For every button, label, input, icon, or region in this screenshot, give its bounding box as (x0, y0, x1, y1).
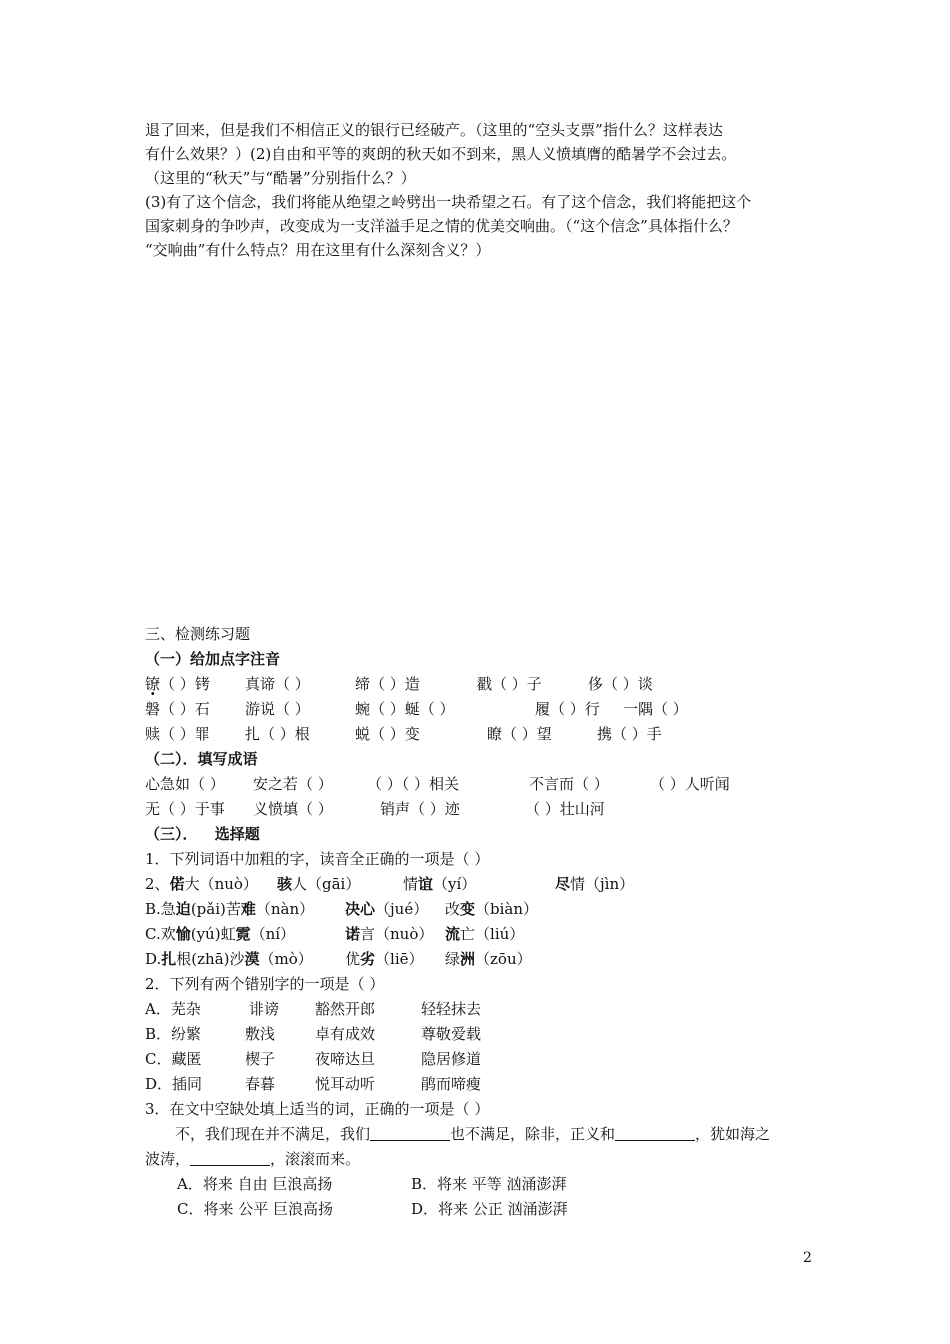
pinyin-item: 戳（ ）子 (477, 675, 542, 693)
option-word: B.急迫(pǎi)苦难（nàn） (145, 900, 315, 918)
option-text: D．将来 公正 汹涌澎湃 (411, 1200, 568, 1218)
dotted-char: 镣 (145, 675, 161, 693)
q2-option-c (145, 1047, 825, 1072)
option-word: 隐居修道 (421, 1050, 482, 1068)
q3-options-row-1 (145, 1172, 825, 1197)
idiom-item: 安之若（ ） (253, 775, 333, 793)
option-word: 春暮 (245, 1075, 276, 1093)
q1-option-c (145, 922, 825, 947)
option-text: C．将来 公平 巨浪高扬 (177, 1200, 334, 1218)
idiom-item: 心急如（ ） (145, 775, 225, 793)
option-word: 决心（jué） (345, 900, 429, 918)
part2-heading: （二）．填写成语 (145, 750, 258, 768)
pinyin-item: 真谛（ ） (245, 675, 310, 693)
paragraph-line: 国家刺身的争吵声，改变成为一支洋溢手足之情的优美交响曲。（“这个信念”具体指什么？ (145, 217, 738, 235)
part3-heading-text: 选择题 (214, 825, 260, 843)
option-word: 流亡（liú） (445, 925, 525, 943)
q1-stem: 1．下列词语中加粗的字，读音全正确的一项是（ ） (145, 850, 490, 868)
option-word: 2、偌大（nuò） (145, 875, 258, 893)
idiom-item: 义愤填（ ） (253, 800, 333, 818)
q1-option-a (145, 872, 825, 897)
idiom-row-2 (145, 797, 825, 822)
idiom-item: （ ）壮山河 (525, 800, 605, 818)
option-word: 豁然开郎 (315, 1000, 376, 1018)
idiom-item: （ ）人听闻 (650, 775, 730, 793)
option-word: D.扎根(zhā)沙漠（mò） (145, 950, 313, 968)
option-word: 卓有成效 (315, 1025, 376, 1043)
pinyin-row-1 (145, 672, 825, 697)
idiom-item: 销声（ ）迹 (380, 800, 460, 818)
option-word: 楔子 (245, 1050, 276, 1068)
option-text: A．将来 自由 巨浪高扬 (177, 1175, 333, 1193)
paragraph-line: 退了回来，但是我们不相信正义的银行已经破产。（这里的“空头支票”指什么？这样表达 (145, 121, 723, 139)
part3-heading-number: （三）． (145, 825, 198, 843)
option-word: 轻轻抹去 (421, 1000, 482, 1018)
pinyin-item: 一隅（ ） (623, 700, 688, 718)
pinyin-row-3 (145, 722, 825, 747)
option-word: B．纷繁 (145, 1025, 202, 1043)
pinyin-item: 蜿（ ）蜒（ ） (355, 700, 455, 718)
option-word: 骇人（gāi） (277, 875, 361, 893)
pinyin-item: 蜕（ ）变 (355, 725, 420, 743)
option-word: 敷浅 (245, 1025, 276, 1043)
q2-option-a (145, 997, 825, 1022)
option-word: 绿洲（zōu） (445, 950, 532, 968)
q2-option-b (145, 1022, 825, 1047)
idiom-item: 不言而（ ） (529, 775, 609, 793)
q2-option-d (145, 1072, 825, 1097)
part1-heading: （一）给加点字注音 (145, 650, 281, 668)
q3-options-row-2 (145, 1197, 825, 1222)
option-word: D．插同 (145, 1075, 203, 1093)
pinyin-item: 扎（ ）根 (245, 725, 310, 743)
paragraph-line: “交响曲”有什么特点？用在这里有什么深刻含义？） (145, 241, 491, 259)
option-word: 尽情（jìn） (555, 875, 635, 893)
option-text: B．将来 平等 汹涌澎湃 (411, 1175, 567, 1193)
exercise-section (145, 622, 825, 1222)
option-word: 尊敬爱载 (421, 1025, 482, 1043)
pinyin-item: 携（ ）手 (597, 725, 662, 743)
pinyin-item: 赎（ ）罪 (145, 725, 210, 743)
pinyin-row-2 (145, 697, 825, 722)
paragraph-line: 有什么效果？）(2)自由和平等的爽朗的秋天如不到来，黑人义愤填膺的酷暑学不会过去。 (145, 145, 737, 163)
fill-blank (615, 1125, 695, 1141)
option-word: 改变（biàn） (445, 900, 539, 918)
q1-option-b (145, 897, 825, 922)
section-title: 三、检测练习题 (145, 625, 251, 643)
option-word: C.欢愉(yú)虹霓（ní） (145, 925, 296, 943)
option-word: 鹃而啼瘦 (421, 1075, 482, 1093)
option-word: 诺言（nuò） (345, 925, 434, 943)
idiom-row-1 (145, 772, 825, 797)
paragraph-line: (3)有了这个信念，我们将能从绝望之岭劈出一块希望之石。有了这个信念，我们将能把这个 (145, 193, 752, 211)
q1-option-d (145, 947, 825, 972)
option-word: A．芜杂 (145, 1000, 201, 1018)
idiom-item: 无（ ）于事 (145, 800, 225, 818)
idiom-item: （ ）（ ）相关 (367, 775, 460, 793)
option-word: C．藏匿 (145, 1050, 202, 1068)
q3-stem: 3．在文中空缺处填上适当的词，正确的一项是（ ） (145, 1100, 490, 1118)
pinyin-item: 侈（ ）谈 (588, 675, 653, 693)
pinyin-item: 磐（ ）石 (145, 700, 210, 718)
pinyin-item: 缔（ ）造 (355, 675, 420, 693)
paragraph-line: （这里的“秋天”与“酷暑”分别指什么？） (145, 169, 416, 187)
page-number: 2 (803, 1250, 812, 1266)
option-word: 诽谤 (249, 1000, 280, 1018)
fill-blank (370, 1125, 450, 1141)
pinyin-item: 瞭（ ）望 (487, 725, 552, 743)
option-word: 优劣（liē） (345, 950, 424, 968)
pinyin-item: 镣（ ）铐 (145, 672, 210, 697)
q2-stem: 2．下列有两个错别字的一项是（ ） (145, 975, 385, 993)
pinyin-item: 游说（ ） (245, 700, 310, 718)
part3-heading (145, 822, 825, 847)
q3-passage-line-2: 波涛， ，滚滚而来。 (145, 1150, 361, 1168)
option-word: 悦耳动听 (315, 1075, 376, 1093)
pinyin-item: 履（ ）行 (535, 700, 600, 718)
fill-blank (190, 1150, 270, 1166)
question-paragraph (145, 118, 815, 262)
option-word: 夜啼达旦 (315, 1050, 376, 1068)
option-word: 情谊（yí） (403, 875, 477, 893)
q3-passage-line-1: 不，我们现在并不满足，我们 也不满足，除非，正义和 ，犹如海之 (175, 1125, 771, 1143)
